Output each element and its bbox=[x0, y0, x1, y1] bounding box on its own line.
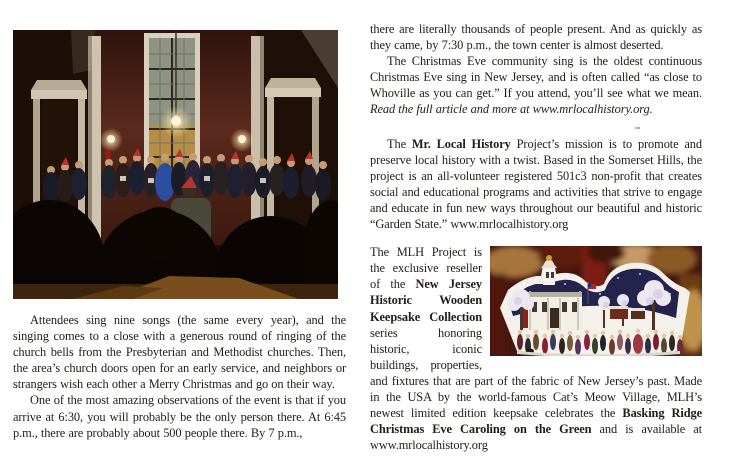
keepsake-paragraph-text: The MLH Project is the exclusive reseller of the New Jersey Historic Wooden Keepsake Collection series honoring historic, iconic buildings, properties, and fixtures that are part of the fabric of New Jersey’s past. Made in the USA by the world-famous Cat’s Meow Village, MLH’s newest limited edition keepsake celebrates the Basking Ridge Christmas Eve Caroling on the Green and is available at www.mrlocalhistory.org bbox=[370, 245, 703, 453]
paragraph-keepsake bbox=[370, 244, 702, 453]
community-sing-photo bbox=[13, 30, 338, 299]
keepsake-photo bbox=[490, 246, 702, 356]
left-column bbox=[13, 30, 346, 441]
paragraph-thousands: there are literally thousands of people present. And as quickly as they came, by 7:30 p.m., the town center is almost deserted. bbox=[370, 22, 702, 53]
scan-artifact-mark bbox=[635, 127, 640, 129]
paragraph-mlh-mission: The Mr. Local History Project’s mission is to promote and preserve local history with a twist. Based in the Somerset Hills, the project is an all-volunteer registered 501c3 non-profit that creates social and educational programs and activities that strive to engage and educate in fun new ways throughout our beautiful and historic “Garden State.” www.mrlocalhistory.org bbox=[370, 136, 702, 232]
keepsake-photo-art bbox=[490, 246, 702, 356]
community-sing-photo-art bbox=[13, 30, 338, 299]
paragraph-attendees: Attendees sing nine songs (the same every year), and the singing comes to a close with a generous round of ringing of the church bells from the Presbyterian and Methodist churches. Then, the area’s church doors open for an early service, and neighbors or strangers wish each other a Merry Christmas and go on their way. bbox=[13, 313, 346, 392]
right-column bbox=[370, 21, 702, 453]
paragraph-observations: One of the most amazing observations of the event is that if you arrive at 6:30, you will probably be the only person there. At 6:45 p.m., there are probably about 500 people there. By 7 p.m., bbox=[13, 393, 346, 440]
paragraph-community-sing: The Christmas Eve community sing is the oldest continuous Christmas Eve sing in New Jersey, and is often called “as close to Whoville as you can get.” If you attend, you’ll see what we mean. Read the full article and more at www.mrlocalhistory.org. bbox=[370, 54, 702, 117]
